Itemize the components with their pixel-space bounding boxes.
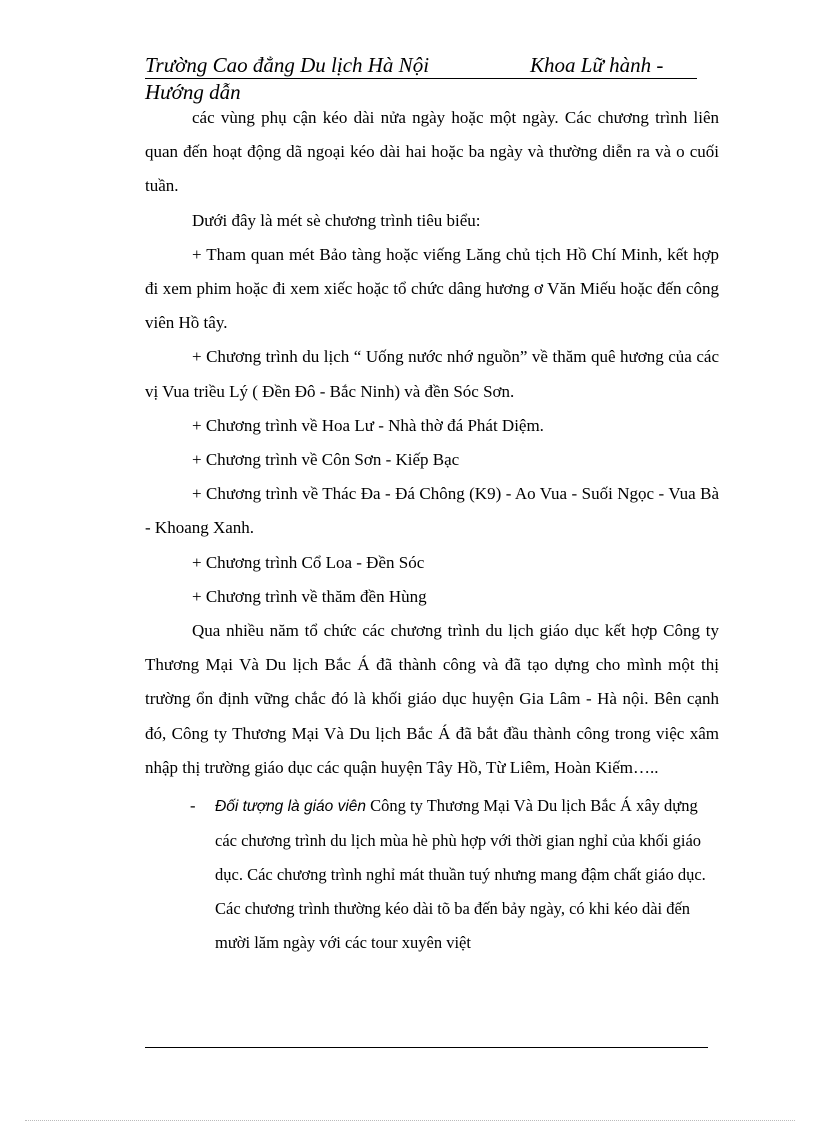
header-faculty: Khoa Lữ hành - [530, 53, 664, 77]
page-header [145, 52, 697, 105]
paragraph-programs-intro: Dưới đây là mét sè chương trình tiêu biểu: [192, 210, 481, 230]
page-edge-divider [25, 1120, 795, 1121]
paragraph-market-summary: Qua nhiều năm tổ chức các chương trình du lịch giáo dục kết hợp Công ty Thương Mại Và Du lịch Bắc Á đã thành công và đã tạo dựng cho mình một thị trường ổn định vững chắc đó là khối giáo dục huyện Gia Lâm - Hà nội. Bên cạnh đó, Công ty Thương Mại Và Du lịch Bắc Á đã bắt đầu thành công trong việc xâm nhập thị trường giáo dục các quận huyện Tây Hồ, Từ Liêm, Hoàn Kiếm….. [145, 621, 719, 777]
bullet-dash: - [190, 796, 196, 816]
program-item-co-loa: + Chương trình Cổ Loa - Đền Sóc [192, 552, 425, 572]
header-school-name: Trường Cao đẳng Du lịch Hà Nội [145, 53, 430, 77]
program-item-hoa-lu: + Chương trình về Hoa Lư - Nhà thờ đá Phát Diệm. [192, 415, 544, 435]
program-item-con-son: + Chương trình về Côn Sơn - Kiếp Bạc [192, 450, 460, 470]
program-item-museum: + Tham quan mét Bảo tàng hoặc viếng Lăng chủ tịch Hồ Chí Minh, kết hợp đi xem phim hoặc đi xem xiếc hoặc tổ chức dâng hương ơ Văn Miếu hoặc đến công viên Hồ tây. [145, 244, 719, 333]
header-line [145, 52, 697, 79]
program-item-uong-nuoc-nho-nguon: + Chương trình du lịch “ Uống nước nhớ nguồn” về thăm quê hương của các vị Vua triều Lý ( Đền Đô - Bắc Ninh) và đền Sóc Sơn. [145, 347, 719, 401]
program-item-thac-da: + Chương trình về Thác Đa - Đá Chông (K9) - Ao Vua - Suối Ngọc - Vua Bà - Khoang Xanh. [145, 484, 719, 538]
bullet-teachers [145, 789, 713, 960]
footer-divider [145, 1047, 708, 1048]
program-item-den-hung: + Chương trình về thăm đền Hùng [192, 586, 427, 606]
paragraph-intro-continued: các vùng phụ cận kéo dài nửa ngày hoặc một ngày. Các chương trình liên quan đến hoạt động dã ngoại kéo dài hai hoặc ba ngày và thường diễn ra và o cuối tuần. [145, 108, 719, 196]
bullet-lead-text: Đối tượng là giáo viên [215, 798, 367, 816]
bullet-body-text: Công ty Thương Mại Và Du lịch Bắc Á xây dựng các chương trình du lịch mùa hè phù hợp với thời gian nghỉ của khối giáo dục. Các chương trình nghỉ mát thuần tuý nhưng mang đậm chất giáo dục. Các chương trình thường kéo dài tõ ba đến bảy ngày, có khi kéo dài đến mười lăm ngày với các tour xuyên việt [215, 796, 706, 953]
header-faculty-continued: Hướng dẫn [145, 80, 241, 104]
document-body [145, 101, 719, 960]
